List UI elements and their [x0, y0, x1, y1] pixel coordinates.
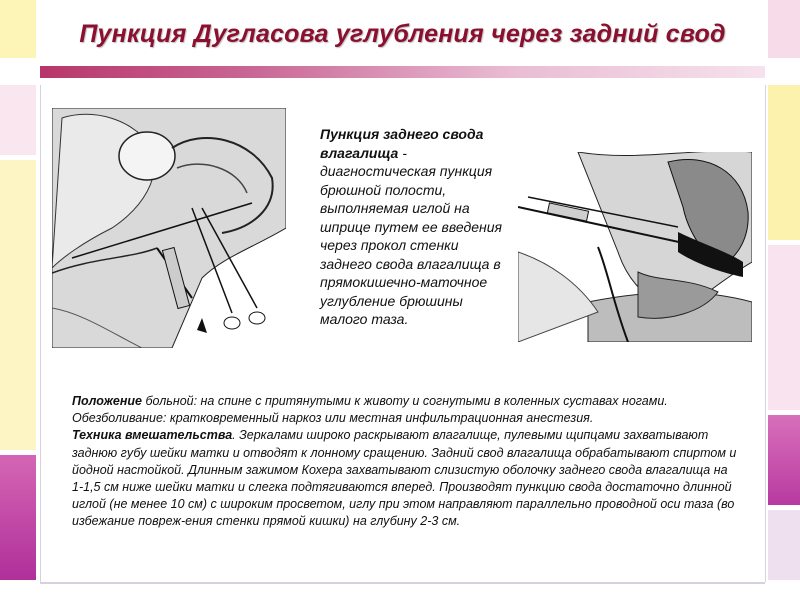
technique-label: Техника вмешательства: [72, 428, 233, 443]
title-underline-bar: [40, 66, 765, 78]
deco-right-lavender: [768, 510, 800, 580]
frame-line-left: [40, 85, 41, 582]
position-label: Положение: [72, 394, 143, 408]
deco-top-left-yellow: [0, 0, 36, 58]
technique-paragraph: [72, 427, 740, 530]
deco-left-magenta: [0, 455, 36, 580]
anatomy-sagittal-puncture-illustration: [52, 108, 286, 348]
position-text: больной: на спине с притянутыми к животу и согнутыми в коленных суставах ногами. Обезболивание: кратковременный наркоз или местная инфильтрационная анестезия.: [72, 394, 668, 426]
technique-text: . Зеркалами широко раскрывают влагалище, пулевыми щипцами захватывают заднюю губу шейки матки и отводят к лонному сращению. Задний свод влагалища обрабатывают спиртом и йодной настойкой. Длинным зажимом Кохера захватывают слизистую оболочку заднего свода влагалища на 1-1,5 см ниже шейки матки и слегка подтягиваются вперед. Производят пункцию свода достаточно длинной иглой (не менее 10 см) с широким просветом, иглу при этом направляют параллельно проводной оси таза (во избежание повреж-ения стенки прямой кишки) на глубину 2-3 см.: [72, 428, 737, 529]
definition-text: [320, 125, 512, 329]
definition-term: Пункция заднего свода влагалища: [320, 126, 484, 161]
anatomy-pelvis-needle-illustration: [518, 152, 752, 342]
frame-line-bottom: [40, 582, 765, 584]
frame-line-right: [765, 85, 766, 582]
deco-right-pink: [768, 245, 800, 410]
deco-left-pink: [0, 85, 36, 155]
slide-title: Пункция Дугласова углубления через задний свод: [79, 19, 726, 48]
deco-top-right-pink: [768, 0, 800, 58]
body-text-block: [72, 393, 740, 531]
deco-right-yellow: [768, 85, 800, 240]
deco-left-yellow: [0, 160, 36, 450]
deco-right-magenta: [768, 415, 800, 505]
definition-description: - диагностическая пункция брюшной полости, выполняемая иглой на шприце путем ее введения через прокол стенки заднего свода влагалища в прямокишечно-маточное углубление брюшины малого таза.: [320, 144, 502, 327]
position-paragraph: [72, 393, 740, 427]
